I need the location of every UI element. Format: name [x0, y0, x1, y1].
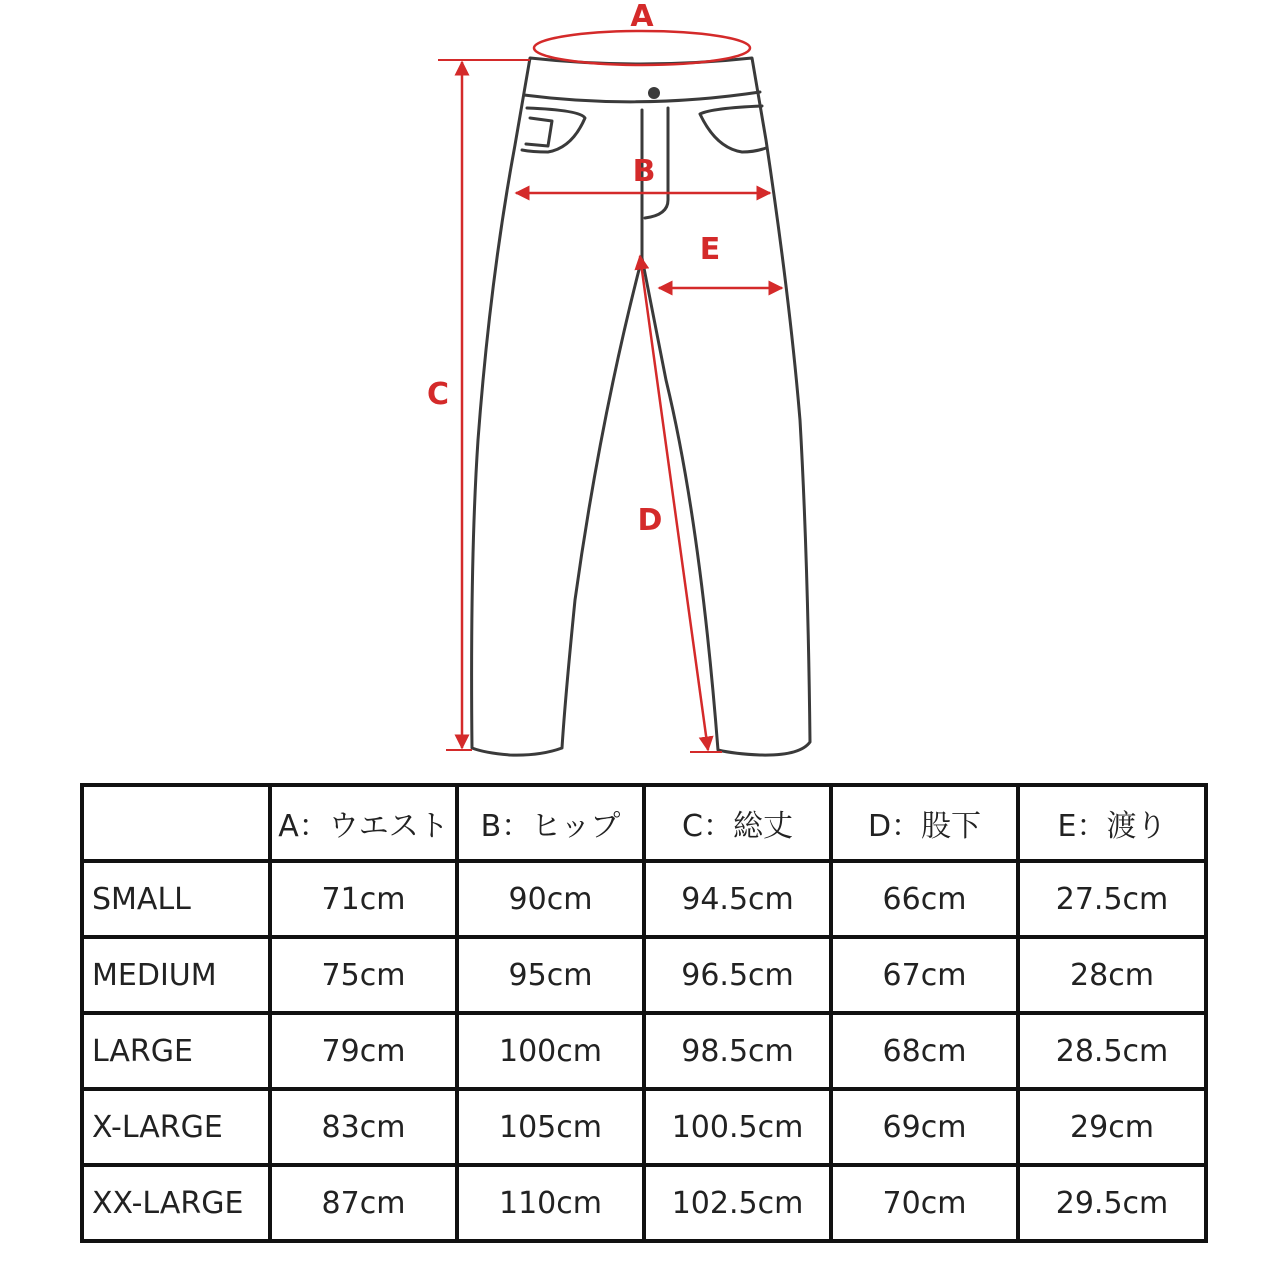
table-cell: 71cm [270, 861, 457, 937]
dimension-d-label: D [637, 503, 663, 538]
table-cell: 95cm [457, 937, 644, 1013]
table-cell: 27.5cm [1018, 861, 1206, 937]
table-row [82, 861, 1206, 937]
size-label: SMALL [82, 861, 270, 937]
table-cell: 28.5cm [1018, 1013, 1206, 1089]
table-header-row [82, 785, 1206, 861]
table-cell: 100cm [457, 1013, 644, 1089]
table-cell: 102.5cm [644, 1165, 831, 1241]
table-row [82, 1089, 1206, 1165]
header-thigh-width: E：渡り [1018, 785, 1206, 861]
table-cell: 110cm [457, 1165, 644, 1241]
table-cell: 83cm [270, 1089, 457, 1165]
table-cell: 98.5cm [644, 1013, 831, 1089]
table-row [82, 937, 1206, 1013]
table-cell: 94.5cm [644, 861, 831, 937]
dimension-a-label: A [630, 0, 654, 34]
size-chart-table [80, 783, 1208, 1243]
table-cell: 87cm [270, 1165, 457, 1241]
header-waist: A：ウエスト [270, 785, 457, 861]
table-corner-cell [82, 785, 270, 861]
table-cell: 96.5cm [644, 937, 831, 1013]
table-row [82, 1165, 1206, 1241]
header-inseam: D：股下 [831, 785, 1018, 861]
size-label: X-LARGE [82, 1089, 270, 1165]
size-label: XX-LARGE [82, 1165, 270, 1241]
table-cell: 70cm [831, 1165, 1018, 1241]
table-row [82, 1013, 1206, 1089]
table-cell: 75cm [270, 937, 457, 1013]
table-cell: 100.5cm [644, 1089, 831, 1165]
table-cell: 29.5cm [1018, 1165, 1206, 1241]
size-label: MEDIUM [82, 937, 270, 1013]
table-cell: 90cm [457, 861, 644, 937]
dimension-b-label: B [632, 154, 656, 189]
dimension-c-label: C [426, 377, 450, 412]
table-cell: 67cm [831, 937, 1018, 1013]
size-label: LARGE [82, 1013, 270, 1089]
table-cell: 79cm [270, 1013, 457, 1089]
table-cell: 66cm [831, 861, 1018, 937]
table-cell: 68cm [831, 1013, 1018, 1089]
table-cell: 29cm [1018, 1089, 1206, 1165]
dimension-a-line [534, 31, 750, 65]
waist-button-icon [648, 87, 660, 99]
table-cell: 105cm [457, 1089, 644, 1165]
table-cell: 69cm [831, 1089, 1018, 1165]
header-hip: B：ヒップ [457, 785, 644, 861]
table-cell: 28cm [1018, 937, 1206, 1013]
header-total-length: C：総丈 [644, 785, 831, 861]
dimension-e-label: E [699, 232, 721, 267]
